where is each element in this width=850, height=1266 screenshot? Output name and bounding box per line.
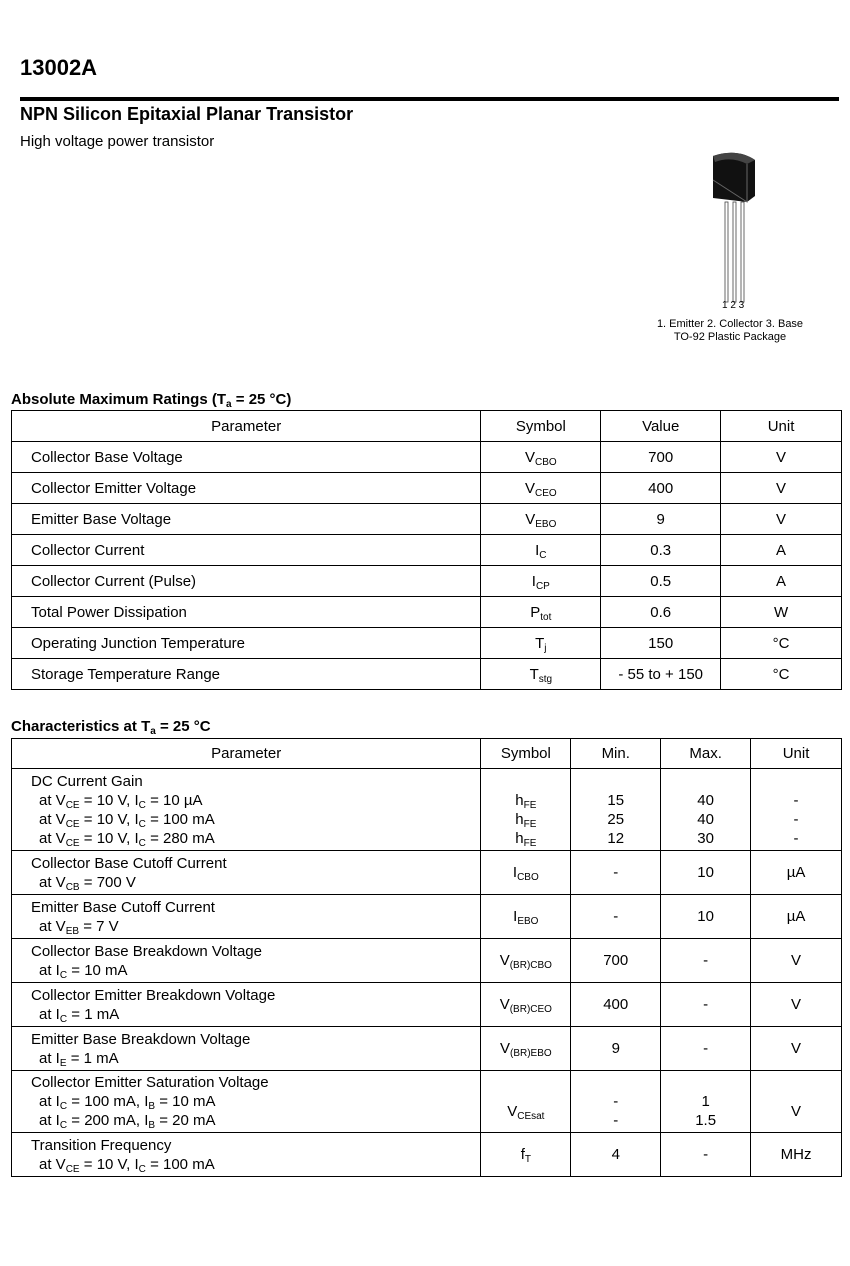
parameter-cell: Emitter Base Voltage [12, 504, 481, 535]
symbol: $T_{stg}$ [529, 665, 553, 685]
symbol: $V_{CBO}$ [524, 448, 557, 468]
condition-subscript: CB [65, 881, 80, 893]
max-value: - [703, 952, 709, 969]
symbol-cell [481, 566, 601, 597]
symbol: $V_{CEsat}$ [507, 1102, 545, 1122]
symbol-cell [481, 442, 601, 473]
test-condition: at $I_C = 10$ mA [39, 961, 128, 981]
min-cell [571, 939, 661, 983]
condition-subscript: C [138, 799, 146, 811]
min-cell [571, 1133, 661, 1177]
condition-subscript: C [59, 1120, 68, 1131]
abs-max-title-tail: = 25 °C) [231, 391, 292, 408]
table-row [12, 939, 842, 983]
symbol-subscript: CEO [535, 487, 557, 499]
table-row [12, 1133, 842, 1177]
condition-subscript: C [138, 837, 146, 849]
unit-value: - [793, 791, 799, 809]
part-number: 13002A [20, 55, 98, 80]
unit-value: V [791, 1102, 802, 1120]
char-title-text: Characteristics at T [11, 718, 151, 735]
symbol: $V_{CEO}$ [524, 479, 557, 499]
column-header: Symbol [481, 739, 571, 769]
abs-max-header-row [12, 411, 842, 442]
condition-subscript: C [138, 818, 146, 830]
unit-cell [751, 939, 842, 983]
test-condition: at $I_C = 100$ mA, $I_B = 10$ mA [39, 1093, 216, 1112]
min-cell [571, 1027, 661, 1071]
symbol-subscript: C [539, 549, 547, 561]
symbol-cell [481, 895, 571, 939]
symbol-line [481, 1145, 570, 1164]
symbol: $h_{FE}$ [515, 810, 537, 830]
max-cell [661, 983, 751, 1027]
symbol-subscript: tot [540, 611, 552, 623]
min-value: 15 [607, 791, 625, 809]
min-cell [571, 769, 661, 851]
condition-subscript: E [59, 1057, 67, 1069]
condition-subscript: C [59, 1101, 68, 1112]
pin-numbers: 1 2 3 [722, 300, 745, 311]
unit-value: V [791, 996, 802, 1013]
symbol-line [481, 791, 570, 810]
parameter-name: Collector Base Cutoff Current [31, 854, 227, 872]
symbol: $I_{EBO}$ [513, 908, 539, 927]
symbol-cell [481, 939, 571, 983]
char-title-sub: a [150, 726, 156, 737]
symbol-cell [481, 535, 601, 566]
parameter-cell [12, 983, 481, 1027]
min-cell [571, 895, 661, 939]
value-cell: - 55 to + 150 [601, 659, 721, 690]
condition-subscript: CE [65, 837, 80, 849]
symbol-subscript: FE [523, 837, 537, 849]
symbol-cell [481, 628, 601, 659]
column-header: Min. [571, 739, 661, 769]
table-row [12, 983, 842, 1027]
min-value: 700 [603, 952, 629, 969]
table-row [12, 1071, 842, 1133]
max-cell [661, 939, 751, 983]
symbol-subscript: EBO [517, 916, 539, 927]
unit-value: MHz [780, 1146, 812, 1163]
parameter-cell [12, 895, 481, 939]
parameter-name: Collector Emitter Saturation Voltage [31, 1074, 269, 1091]
parameter-cell: Operating Junction Temperature [12, 628, 481, 659]
symbol-cell [481, 983, 571, 1027]
symbol: $I_{CBO}$ [512, 864, 539, 883]
max-value: - [703, 1040, 709, 1057]
max-value: - [703, 996, 709, 1013]
min-cell [571, 983, 661, 1027]
parameter-cell: Collector Emitter Voltage [12, 473, 481, 504]
min-value: - [613, 1112, 619, 1129]
symbol-subscript: FE [523, 818, 537, 830]
value-cell: 700 [601, 442, 721, 473]
abs-max-title-text: Absolute Maximum Ratings (T [11, 391, 227, 408]
unit-value: - [793, 829, 799, 847]
column-header: Unit [751, 739, 842, 769]
characteristics-header-row [12, 739, 842, 769]
parameter-name: Collector Base Breakdown Voltage [31, 942, 262, 960]
max-value: 1 [701, 1093, 710, 1110]
parameter-cell: Collector Current [12, 535, 481, 566]
min-value: 12 [607, 829, 625, 847]
condition-subscript: B [148, 1101, 156, 1112]
min-value: 4 [611, 1146, 620, 1163]
condition-subscript: C [138, 1163, 146, 1175]
symbol-cell [481, 1027, 571, 1071]
max-cell [661, 769, 751, 851]
pin-labels [640, 318, 820, 344]
value-cell: 0.3 [601, 535, 721, 566]
symbol: $V_{EBO}$ [525, 510, 557, 530]
value-cell: 0.6 [601, 597, 721, 628]
table-row [12, 659, 842, 690]
unit-cell: W [721, 597, 842, 628]
unit-cell: V [721, 442, 842, 473]
symbol-line [481, 951, 570, 970]
condition-subscript: C [59, 1013, 68, 1025]
symbol: $V_{(BR)EBO}$ [499, 1040, 552, 1059]
symbol: $V_{(BR)CEO}$ [499, 996, 552, 1015]
parameter-cell [12, 769, 481, 851]
characteristics-table [11, 738, 842, 1177]
condition-subscript: CE [65, 1163, 80, 1175]
unit-value: V [791, 1040, 802, 1057]
table-row [12, 769, 842, 851]
unit-value: - [793, 810, 799, 828]
symbol-subscript: EBO [535, 518, 557, 530]
symbol: $I_{CP}$ [531, 572, 550, 592]
test-condition: at $V_{CB} = 700$ V [39, 873, 136, 893]
test-condition: at $I_E = 1$ mA [39, 1049, 119, 1069]
parameter-cell: Total Power Dissipation [12, 597, 481, 628]
unit-cell [751, 1071, 842, 1133]
symbol-cell [481, 1133, 571, 1177]
symbol-cell [481, 473, 601, 504]
symbol-cell [481, 504, 601, 535]
symbol-line [481, 1102, 570, 1121]
symbol-cell [481, 851, 571, 895]
unit-cell: V [721, 504, 842, 535]
symbol-line [481, 829, 570, 848]
test-condition: at $I_C = 200$ mA, $I_B = 20$ mA [39, 1112, 216, 1131]
title-rule [20, 97, 839, 101]
symbol-subscript: CP [535, 580, 550, 592]
condition-subscript: EB [65, 925, 80, 937]
max-value: 1.5 [695, 1112, 717, 1129]
unit-cell [751, 1133, 842, 1177]
symbol-line [481, 863, 570, 882]
unit-cell [751, 769, 842, 851]
min-value: 25 [607, 810, 625, 828]
symbol-subscript: stg [538, 673, 553, 685]
symbol-line [481, 810, 570, 829]
parameter-name: Emitter Base Cutoff Current [31, 898, 215, 916]
min-value: - [613, 908, 619, 925]
column-header: Parameter [12, 411, 481, 442]
test-condition: at $V_{EB} = 7$ V [39, 917, 119, 937]
package-name: TO-92 Plastic Package [673, 331, 787, 343]
parameter-cell: Storage Temperature Range [12, 659, 481, 690]
min-value: - [613, 1093, 619, 1110]
column-header: Symbol [481, 411, 601, 442]
symbol-subscript: FE [523, 799, 537, 811]
unit-cell: °C [721, 628, 842, 659]
test-condition: at $V_{CE} = 10$ V, $I_C = 100$ mA [39, 810, 215, 830]
column-header: Value [601, 411, 721, 442]
min-value: - [613, 864, 619, 881]
symbol-subscript: T [524, 1154, 531, 1165]
symbol: $h_{FE}$ [515, 791, 537, 811]
column-header: Max. [661, 739, 751, 769]
table-row [12, 1027, 842, 1071]
max-value: 40 [697, 810, 714, 828]
max-value: - [703, 1146, 709, 1163]
symbol-subscript: j [544, 642, 547, 654]
test-condition: at $I_C = 1$ mA [39, 1005, 120, 1025]
table-row [12, 442, 842, 473]
symbol-subscript: CEsat [517, 1110, 545, 1122]
unit-cell: V [721, 473, 842, 504]
symbol: $h_{FE}$ [515, 829, 537, 849]
parameter-name: Collector Emitter Breakdown Voltage [31, 986, 276, 1004]
parameter-cell [12, 1071, 481, 1133]
min-cell [571, 1071, 661, 1133]
table-row [12, 895, 842, 939]
unit-cell: A [721, 535, 842, 566]
test-condition: at $V_{CE} = 10$ V, $I_C = 10$ µA [39, 791, 203, 811]
symbol: $V_{(BR)CBO}$ [499, 952, 552, 971]
symbol-line [481, 907, 570, 926]
unit-cell [751, 851, 842, 895]
symbol-subscript: CBO [535, 456, 557, 468]
value-cell: 9 [601, 504, 721, 535]
table-row [12, 535, 842, 566]
test-condition: at $V_{CE} = 10$ V, $I_C = 100$ mA [39, 1155, 215, 1175]
table-row [12, 473, 842, 504]
symbol-cell [481, 769, 571, 851]
symbol: $T_j$ [535, 634, 547, 654]
unit-value: µA [786, 908, 806, 925]
max-cell [661, 1027, 751, 1071]
symbol-subscript: CBO [517, 872, 539, 883]
table-row [12, 628, 842, 659]
max-value: 40 [697, 791, 714, 809]
max-value: 10 [697, 908, 714, 925]
parameter-name: Emitter Base Breakdown Voltage [31, 1030, 251, 1048]
unit-cell: °C [721, 659, 842, 690]
symbol-subscript: (BR)CBO [509, 960, 552, 971]
unit-cell [751, 895, 842, 939]
parameter-cell [12, 1027, 481, 1071]
unit-value: V [791, 952, 802, 969]
max-cell [661, 1071, 751, 1133]
value-cell: 0.5 [601, 566, 721, 597]
symbol-line [481, 1039, 570, 1058]
pin-description: 1. Emitter 2. Collector 3. Base [656, 318, 804, 330]
parameter-cell: Collector Current (Pulse) [12, 566, 481, 597]
char-title-tail: = 25 °C [155, 718, 211, 735]
max-value: 10 [697, 864, 714, 881]
column-header: Unit [721, 411, 842, 442]
min-value: 400 [603, 996, 629, 1013]
column-header: Parameter [12, 739, 481, 769]
abs-max-title-sub: a [226, 399, 232, 410]
page-subtitle: NPN Silicon Epitaxial Planar Transistor [20, 104, 354, 124]
table-row [12, 566, 842, 597]
table-row [12, 851, 842, 895]
symbol-subscript: (BR)CEO [509, 1004, 552, 1015]
symbol-cell [481, 659, 601, 690]
symbol: $f_T$ [520, 1146, 531, 1165]
unit-cell [751, 1027, 842, 1071]
value-cell: 400 [601, 473, 721, 504]
table-row [12, 597, 842, 628]
max-cell [661, 1133, 751, 1177]
table-row [12, 504, 842, 535]
symbol: $I_C$ [535, 541, 547, 561]
condition-subscript: B [148, 1120, 156, 1131]
unit-cell: A [721, 566, 842, 597]
symbol-line [481, 995, 570, 1014]
symbol-cell [481, 1071, 571, 1133]
parameter-cell: Collector Base Voltage [12, 442, 481, 473]
symbol-subscript: (BR)EBO [510, 1048, 552, 1059]
parameter-cell [12, 1133, 481, 1177]
min-cell [571, 851, 661, 895]
max-value: 30 [697, 829, 714, 847]
abs-max-table [11, 410, 842, 690]
parameter-cell [12, 939, 481, 983]
condition-subscript: CE [65, 799, 80, 811]
description: High voltage power transistor [20, 133, 215, 150]
max-cell [661, 851, 751, 895]
unit-value: µA [786, 864, 806, 881]
condition-subscript: C [59, 969, 68, 981]
unit-cell [751, 983, 842, 1027]
test-condition: at $V_{CE} = 10$ V, $I_C = 280$ mA [39, 829, 215, 849]
parameter-cell [12, 851, 481, 895]
abs-max-title [11, 391, 291, 408]
parameter-name: Transition Frequency [31, 1136, 172, 1154]
symbol-cell [481, 597, 601, 628]
min-value: 9 [611, 1040, 620, 1057]
characteristics-title [11, 718, 211, 735]
max-cell [661, 895, 751, 939]
symbol: $P_{tot}$ [530, 603, 552, 623]
value-cell: 150 [601, 628, 721, 659]
parameter-name: DC Current Gain [31, 772, 143, 790]
condition-subscript: CE [65, 818, 80, 830]
